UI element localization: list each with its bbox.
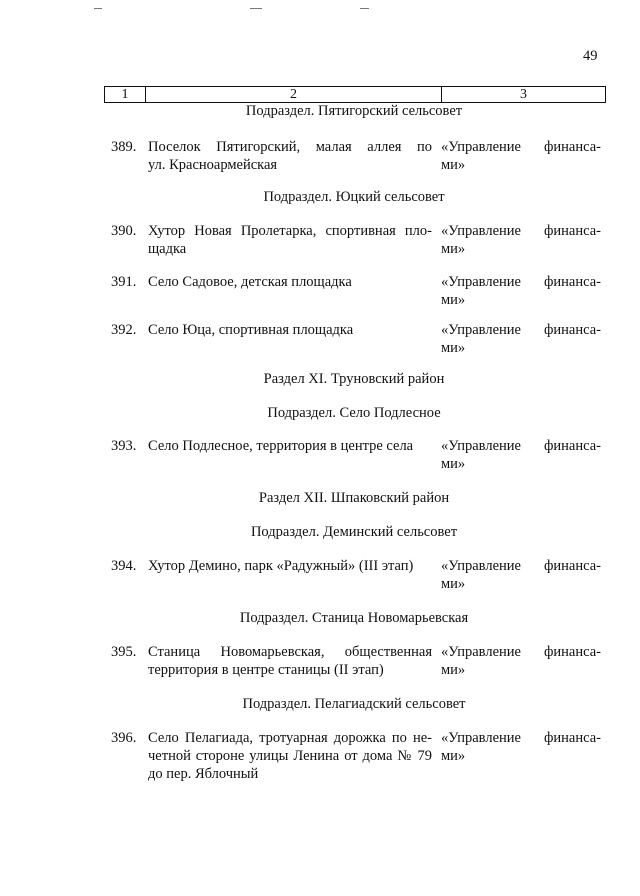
org-line: ми» xyxy=(441,662,466,678)
org-line: ми» xyxy=(441,456,466,472)
responsible-organization xyxy=(441,437,601,473)
description-line: Поселок Пятигорский, малая аллея по xyxy=(148,139,432,155)
scan-mark xyxy=(94,8,102,9)
responsible-organization xyxy=(441,321,601,357)
org-line: ми» xyxy=(441,748,466,764)
subsection-heading: Подраздел. Село Подлесное xyxy=(267,405,441,421)
org-line: финанса- xyxy=(544,139,601,155)
org-line: ми» xyxy=(441,340,466,356)
item-number: 396. xyxy=(111,730,137,746)
scan-mark xyxy=(360,8,369,9)
description-line: Хутор Демино, парк «Радужный» (III этап) xyxy=(148,558,414,574)
org-line: ми» xyxy=(441,157,466,173)
org-line: «Управление xyxy=(441,274,521,290)
description-line: Село Пелагиада, тротуарная дорожка по не- xyxy=(148,730,432,746)
item-number: 389. xyxy=(111,139,137,155)
item-number: 393. xyxy=(111,438,137,454)
org-line: «Управление xyxy=(441,730,521,746)
section-heading: Раздел XII. Шпаковский район xyxy=(258,490,450,506)
subsection-heading: Подраздел. Пелагиадский сельсовет xyxy=(242,696,466,712)
item-description xyxy=(148,222,432,258)
item-number: 395. xyxy=(111,644,137,660)
item-number: 391. xyxy=(111,274,137,290)
responsible-organization xyxy=(441,643,601,679)
description-line: ул. Красноармейская xyxy=(148,157,278,173)
item-number: 394. xyxy=(111,558,137,574)
org-line: ми» xyxy=(441,576,466,592)
item-description xyxy=(148,729,432,783)
subsection-heading: Подраздел. Пятигорский сельсовет xyxy=(245,103,463,119)
responsible-organization xyxy=(441,273,601,309)
responsible-organization xyxy=(441,222,601,258)
item-description xyxy=(148,138,432,174)
description-line: территория в центре станицы (II этап) xyxy=(148,662,384,678)
table-column-header-row xyxy=(104,86,606,103)
description-line: Станица Новомарьевская, общественная xyxy=(148,644,432,660)
org-line: финанса- xyxy=(544,322,601,338)
org-line: «Управление xyxy=(441,322,521,338)
responsible-organization xyxy=(441,138,601,174)
description-line: Село Садовое, детская площадка xyxy=(148,274,352,290)
org-line: «Управление xyxy=(441,139,521,155)
scan-mark xyxy=(250,8,262,9)
description-line: четной стороне улицы Ленина от дома № 79 xyxy=(148,748,432,764)
column-header-1: 1 xyxy=(105,87,146,102)
org-line: «Управление xyxy=(441,644,521,660)
subsection-heading: Подраздел. Деминский сельсовет xyxy=(250,524,458,540)
org-line: финанса- xyxy=(544,558,601,574)
org-line: ми» xyxy=(441,292,466,308)
org-line: финанса- xyxy=(544,274,601,290)
item-number: 390. xyxy=(111,223,137,239)
column-header-2: 2 xyxy=(146,87,442,102)
description-line: Село Подлесное, территория в центре села xyxy=(148,438,414,454)
org-line: «Управление xyxy=(441,558,521,574)
subsection-heading: Подраздел. Юцкий сельсовет xyxy=(263,189,445,205)
column-header-3: 3 xyxy=(520,87,527,102)
item-description xyxy=(148,557,432,575)
org-line: «Управление xyxy=(441,223,521,239)
org-line: «Управление xyxy=(441,438,521,454)
subsection-heading: Подраздел. Станица Новомарьевская xyxy=(239,610,469,626)
description-line: Хутор Новая Пролетарка, спортивная пло- xyxy=(148,223,432,239)
responsible-organization xyxy=(441,729,601,765)
item-description xyxy=(148,321,432,339)
org-line: финанса- xyxy=(544,644,601,660)
org-line: финанса- xyxy=(544,438,601,454)
description-line: до пер. Яблочный xyxy=(148,766,259,782)
description-line: щадка xyxy=(148,241,187,257)
org-line: финанса- xyxy=(544,730,601,746)
item-number: 392. xyxy=(111,322,137,338)
description-line: Село Юца, спортивная площадка xyxy=(148,322,354,338)
page-number: 49 xyxy=(583,48,598,64)
item-description xyxy=(148,273,432,291)
item-description xyxy=(148,437,432,455)
item-description xyxy=(148,643,432,679)
org-line: финанса- xyxy=(544,223,601,239)
section-heading: Раздел XI. Труновский район xyxy=(263,371,445,387)
org-line: ми» xyxy=(441,241,466,257)
responsible-organization xyxy=(441,557,601,593)
